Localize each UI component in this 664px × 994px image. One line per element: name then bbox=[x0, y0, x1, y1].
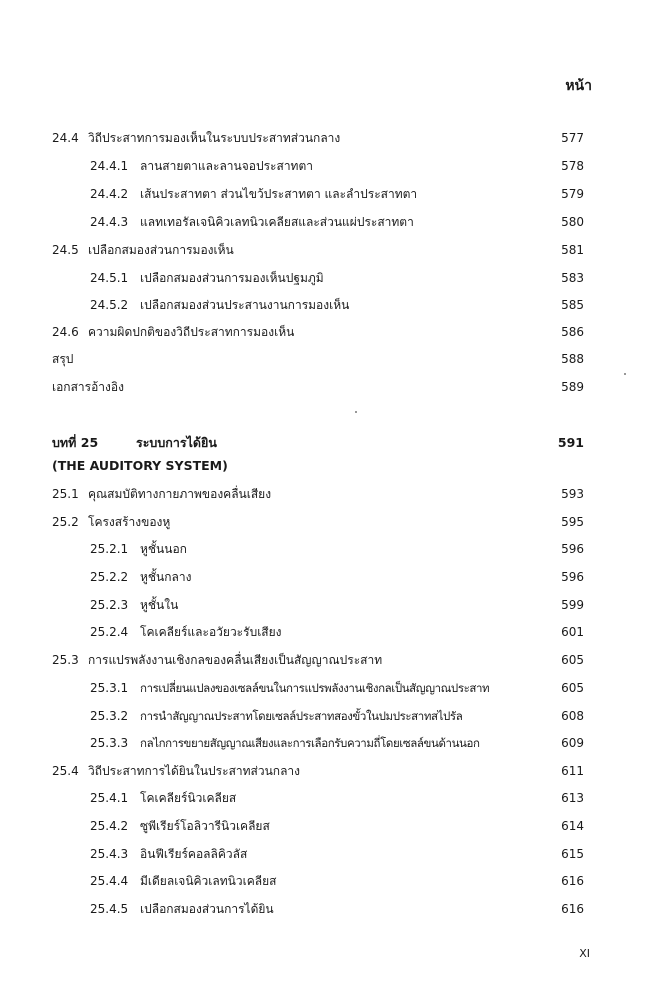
toc-section-title: หูชั้นใน bbox=[140, 598, 179, 612]
toc-section-title: สรุป bbox=[52, 352, 74, 366]
chapter-subtitle: (THE AUDITORY SYSTEM) bbox=[52, 458, 228, 473]
toc-row bbox=[0, 649, 584, 671]
toc-row bbox=[0, 732, 584, 754]
toc-section-title: เส้นประสาทตา ส่วนไขว้ประสาทตา และลำประสาทตา bbox=[140, 187, 418, 201]
toc-row bbox=[0, 677, 584, 699]
toc-page-number: 577 bbox=[561, 131, 584, 145]
toc-row bbox=[0, 815, 584, 837]
toc-row bbox=[0, 211, 584, 233]
toc-section-title: เปลือกสมองส่วนการมองเห็นปฐมภูมิ bbox=[140, 271, 324, 285]
toc-row bbox=[0, 621, 584, 643]
toc-page-number: 586 bbox=[561, 325, 584, 339]
chapter-number: บทที่ 25 bbox=[52, 435, 99, 450]
toc-row bbox=[0, 155, 584, 177]
toc-page-number: 585 bbox=[561, 298, 584, 312]
toc-row bbox=[0, 267, 584, 289]
toc-row bbox=[0, 511, 584, 533]
toc-section-title: วิถีประสาทการได้ยินในประสาทส่วนกลาง bbox=[88, 764, 301, 778]
toc-section-title: การนำสัญญาณประสาทโดยเซลล์ประสาทสองขั้วในปมประสาทสไปรัล bbox=[140, 709, 463, 723]
page-number: XI bbox=[579, 947, 590, 960]
toc-row bbox=[0, 239, 584, 261]
toc-page-number: 609 bbox=[561, 736, 584, 750]
toc-section-title: อินฟีเรียร์คอลลิคิวลัส bbox=[140, 847, 248, 861]
chapter-heading bbox=[0, 432, 584, 454]
toc-section-title: เอกสารอ้างอิง bbox=[52, 380, 124, 394]
toc-section-number: 25.2 bbox=[52, 515, 79, 529]
toc-section-number: 25.2.1 bbox=[90, 542, 129, 556]
toc-page-number: 599 bbox=[561, 598, 584, 612]
toc-section-number: 24.4.1 bbox=[90, 159, 129, 173]
toc-page-number: 589 bbox=[561, 380, 584, 394]
toc-row bbox=[0, 321, 584, 343]
chapter-page-number: 591 bbox=[557, 435, 584, 450]
toc-page-number: 616 bbox=[561, 902, 584, 916]
toc-section-number: 25.4 bbox=[52, 764, 79, 778]
toc-page-number: 579 bbox=[561, 187, 584, 201]
toc-section-title: โคเคลียร์นิวเคลียส bbox=[140, 791, 237, 805]
toc-section-title: เปลือกสมองส่วนประสานงานการมองเห็น bbox=[140, 298, 350, 312]
toc-section-number: 25.3.3 bbox=[90, 736, 129, 750]
toc-row bbox=[0, 705, 584, 727]
toc-page-number: 583 bbox=[561, 271, 584, 285]
toc-section-number: 25.4.3 bbox=[90, 847, 129, 861]
toc-page-number: 588 bbox=[561, 352, 584, 366]
toc-section-number: 24.5 bbox=[52, 243, 79, 257]
toc-section-title: การเปลี่ยนแปลงของเซลล์ขนในการแปรพลังงานเชิงกลเป็นสัญญาณประสาท bbox=[140, 681, 490, 695]
toc-section-number: 25.3.1 bbox=[90, 681, 129, 695]
toc-page-number: 614 bbox=[561, 819, 584, 833]
toc-section-title: แลทเทอรัลเจนิคิวเลทนิวเคลียสและส่วนแผ่ประสาทตา bbox=[140, 215, 414, 229]
toc-section-title: กลไกการขยายสัญญาณเสียงและการเลือกรับความถี่โดยเซลล์ขนด้านนอก bbox=[140, 736, 480, 750]
toc-page-number: 605 bbox=[561, 653, 584, 667]
toc-page-number: 578 bbox=[561, 159, 584, 173]
toc-section-title: ซูพีเรียร์โอลิวารีนิวเคลียส bbox=[140, 819, 270, 833]
toc-row bbox=[0, 348, 584, 370]
toc-section-title: โครงสร้างของหู bbox=[88, 515, 171, 529]
toc-page-number: 596 bbox=[561, 570, 584, 584]
toc-section-number: 24.4.2 bbox=[90, 187, 129, 201]
toc-section-number: 25.2.2 bbox=[90, 570, 129, 584]
scan-speck bbox=[355, 411, 357, 413]
toc-row bbox=[0, 760, 584, 782]
toc-section-number: 25.3 bbox=[52, 653, 79, 667]
toc-section-title: ความผิดปกติของวิถีประสาทการมองเห็น bbox=[88, 325, 295, 339]
toc-row bbox=[0, 538, 584, 560]
toc-row bbox=[0, 843, 584, 865]
toc-page-number: 605 bbox=[561, 681, 584, 695]
toc-row bbox=[0, 294, 584, 316]
toc-section-title: ลานสายตาและลานจอประสาทตา bbox=[140, 159, 313, 173]
toc-section-number: 25.1 bbox=[52, 487, 79, 501]
toc-section-title: การแปรพลังงานเชิงกลของคลื่นเสียงเป็นสัญญาณประสาท bbox=[88, 653, 383, 667]
toc-page-number: 613 bbox=[561, 791, 584, 805]
toc-section-number: 25.2.4 bbox=[90, 625, 129, 639]
toc-section-title: หูชั้นกลาง bbox=[140, 570, 192, 584]
page-header-label: หน้า bbox=[565, 78, 592, 94]
toc-row bbox=[0, 127, 584, 149]
toc-row bbox=[0, 566, 584, 588]
toc-row bbox=[0, 870, 584, 892]
toc-section-number: 25.4.2 bbox=[90, 819, 129, 833]
toc-row bbox=[0, 376, 584, 398]
toc-row bbox=[0, 787, 584, 809]
toc-section-number: 24.5.1 bbox=[90, 271, 129, 285]
toc-row bbox=[0, 183, 584, 205]
toc-page-number: 596 bbox=[561, 542, 584, 556]
toc-page-number: 581 bbox=[561, 243, 584, 257]
toc-section-number: 24.4 bbox=[52, 131, 79, 145]
toc-section-title: เปลือกสมองส่วนการมองเห็น bbox=[88, 243, 234, 257]
toc-section-number: 25.4.1 bbox=[90, 791, 129, 805]
toc-page-number: 608 bbox=[561, 709, 584, 723]
toc-section-title: คุณสมบัติทางกายภาพของคลื่นเสียง bbox=[88, 487, 272, 501]
toc-section-number: 24.5.2 bbox=[90, 298, 129, 312]
toc-section-number: 24.4.3 bbox=[90, 215, 129, 229]
toc-section-number: 24.6 bbox=[52, 325, 79, 339]
toc-page-number: 615 bbox=[561, 847, 584, 861]
toc-row bbox=[0, 483, 584, 505]
toc-section-number: 25.4.5 bbox=[90, 902, 129, 916]
scan-speck bbox=[624, 373, 626, 375]
toc-page-number: 616 bbox=[561, 874, 584, 888]
toc-section-title: หูชั้นนอก bbox=[140, 542, 187, 556]
toc-row bbox=[0, 898, 584, 920]
toc-section-title: เปลือกสมองส่วนการได้ยิน bbox=[140, 902, 274, 916]
toc-section-title: โคเคลียร์และอวัยวะรับเสียง bbox=[140, 625, 282, 639]
toc-section-title: วิถีประสาทการมองเห็นในระบบประสาทส่วนกลาง bbox=[88, 131, 341, 145]
toc-section-title: มีเดียลเจนิคิวเลทนิวเคลียส bbox=[140, 874, 277, 888]
toc-row bbox=[0, 594, 584, 616]
toc-page-number: 611 bbox=[561, 764, 584, 778]
chapter-title: ระบบการได้ยิน bbox=[136, 435, 217, 450]
toc-page-number: 601 bbox=[561, 625, 584, 639]
toc-section-number: 25.4.4 bbox=[90, 874, 129, 888]
toc-page-number: 580 bbox=[561, 215, 584, 229]
toc-section-number: 25.3.2 bbox=[90, 709, 129, 723]
toc-page-number: 593 bbox=[561, 487, 584, 501]
toc-section-number: 25.2.3 bbox=[90, 598, 129, 612]
toc-page-number: 595 bbox=[561, 515, 584, 529]
